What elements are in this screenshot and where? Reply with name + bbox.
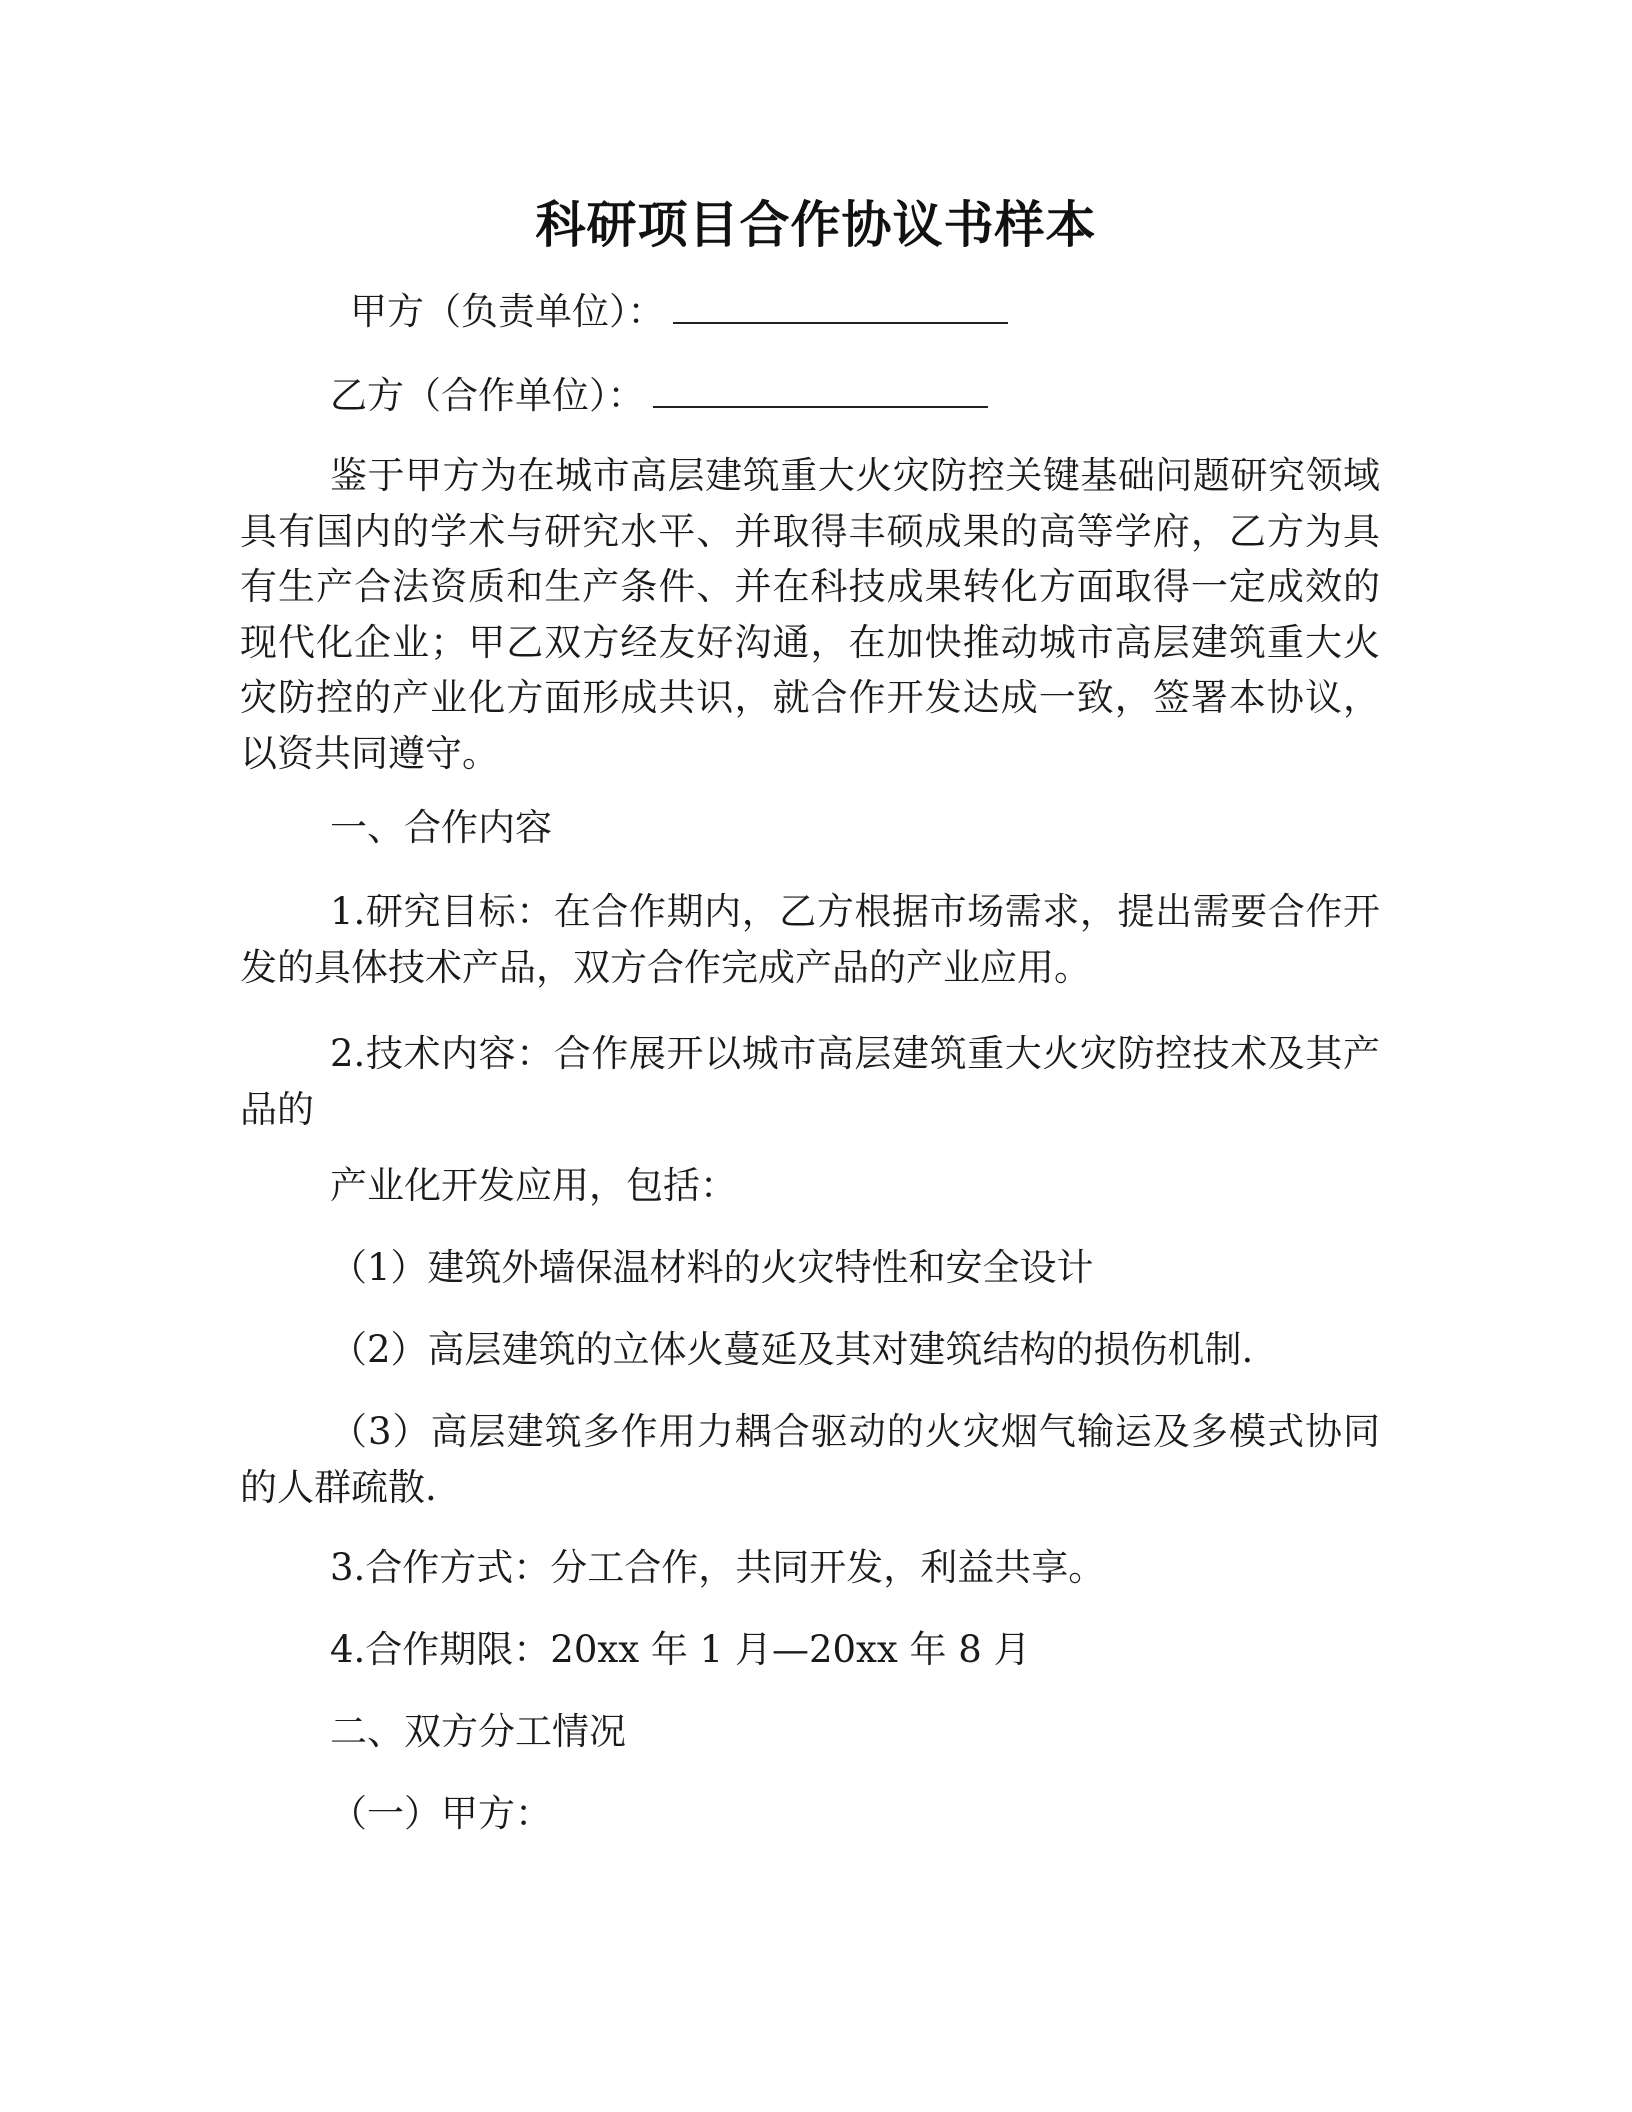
sub-party-a: （一）甲方：	[330, 1792, 552, 1835]
sub-item-1: （1）建筑外墙保温材料的火灾特性和安全设计	[330, 1246, 1094, 1289]
intro-paragraph: 鉴于甲方为在城市高层建筑重大火灾防控关键基础问题研究领域具有国内的学术与研究水平、并取得丰硕成果的高等学府，乙方为具有生产合法资质和生产条件、并在科技成果转化方面取得一定成效的现代化企业；甲乙双方经友好沟通，在加快推动城市高层建筑重大火灾防控的产业化方面形成共识，就合作开发达成一致，签署本协议，以资共同遵守。	[240, 454, 1380, 775]
item-research-goal: 1.研究目标：在合作期内，乙方根据市场需求，提出需要合作开发的具体技术产品，双方合作完成产品的产业应用。	[240, 890, 1380, 989]
document-title: 科研项目合作协议书样本	[535, 196, 1097, 254]
party-b-blank	[653, 376, 988, 408]
party-a-blank	[673, 292, 1008, 324]
party-a-label: 甲方（负责单位）：	[350, 290, 665, 333]
item-technical-content-cont: 产业化开发应用，包括：	[330, 1164, 737, 1207]
sub-item-3: （3）高层建筑多作用力耦合驱动的火灾烟气输运及多模式协同的人群疏散.	[240, 1410, 1380, 1509]
sub-item-2: （2）高层建筑的立体火蔓延及其对建筑结构的损伤机制.	[330, 1328, 1254, 1371]
party-b-line	[330, 368, 1470, 424]
item-cooperation-mode: 3.合作方式：分工合作，共同开发，利益共享。	[330, 1546, 1106, 1589]
section2-heading: 二、双方分工情况	[330, 1710, 626, 1753]
party-a-line	[350, 284, 1490, 340]
party-b-label: 乙方（合作单位）：	[330, 374, 645, 417]
section1-heading: 一、合作内容	[330, 806, 552, 849]
item-cooperation-period: 4.合作期限：20xx 年 1 月—20xx 年 8 月	[330, 1628, 1031, 1671]
item-technical-content: 2.技术内容：合作展开以城市高层建筑重大火灾防控技术及其产品的	[240, 1032, 1380, 1131]
